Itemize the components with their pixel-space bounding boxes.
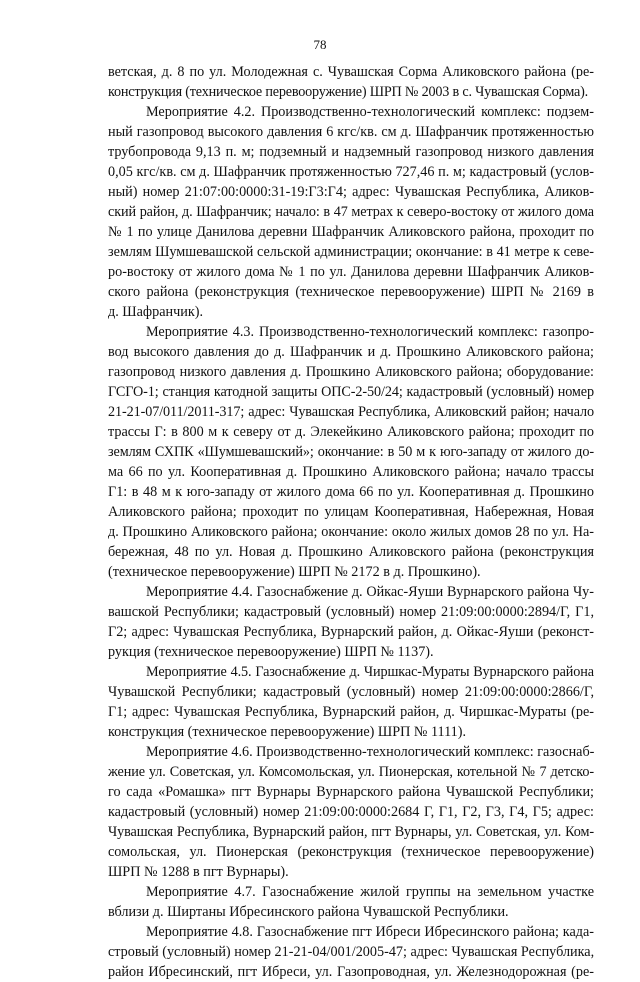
page-number: 78 bbox=[313, 37, 327, 52]
text-line: Чувашской Республики; кадастровый (условный) номер 21:09:00:0000:2866/Г, bbox=[108, 684, 594, 700]
text-line: ный) номер 21:07:00:0000:31-19:Г3:Г4; адрес: Чувашская Республика, Аликов- bbox=[108, 184, 594, 200]
text-line: д. Прошкино Аликовского района; окончание: около жилых домов 28 по ул. На- bbox=[108, 524, 594, 540]
text-line: Аликовского района; проходит по улицам Кооперативная, Набережная, Новая bbox=[108, 504, 594, 520]
document-body bbox=[108, 62, 594, 982]
text-line: ма 66 по ул. Кооперативная д. Прошкино Аликовского района; начало трассы bbox=[108, 464, 594, 480]
text-line: Чувашская Республика, Вурнарский район, пгт Вурнары, ул. Советская, ул. Ком- bbox=[108, 824, 594, 840]
text-line: землям СХПК «Шумшевашский»; окончание: в 50 м к юго-западу от жилого до- bbox=[108, 444, 594, 460]
text-line: вод высокого давления до д. Шафранчик и д. Прошкино Аликовского района; bbox=[108, 344, 594, 360]
text-line: землям Шумшевашской сельской администрации; окончание: в 41 метре к севе- bbox=[108, 244, 594, 260]
text-line: Г1; адрес: Чувашская Республика, Вурнарский район, д. Чиршкас-Мураты (ре- bbox=[108, 704, 594, 720]
text-line: Мероприятие 4.5. Газоснабжение д. Чиршкас-Мураты Вурнарского района bbox=[146, 664, 594, 680]
text-line: трубопровода 9,13 п. м; подземный и надземный газопровод низкого давления bbox=[108, 144, 594, 160]
text-line: стровый (условный) номер 21-21-04/001/2005-47; адрес: Чувашская Республика, bbox=[108, 944, 595, 960]
text-line: кадастровый (условный) номер 21:09:00:0000:2684 Г, Г1, Г2, Г3, Г4, Г5; адрес: bbox=[108, 804, 594, 820]
text-line: № 1 по улице Данилова деревни Шафранчик Аликовского района, проходит по bbox=[108, 224, 594, 240]
text-line: бережная, 48 по ул. Новая д. Прошкино Аликовского района (реконструкция bbox=[108, 544, 594, 560]
text-line: Г1: в 48 м к юго-западу от жилого дома 66 по ул. Кооперативная д. Прошкино bbox=[108, 484, 594, 500]
text-line: ского района (реконструкция (техническое перевооружение) ШРП № 2169 в bbox=[108, 284, 594, 300]
text-line: го сада «Ромашка» пгт Вурнары Вурнарского района Чувашской Республики; bbox=[108, 784, 594, 800]
text-line: жение ул. Советская, ул. Комсомольская, ул. Пионерская, котельной № 7 детско- bbox=[108, 764, 594, 780]
text-line: сомольская, ул. Пионерская (реконструкция (техническое перевооружение) bbox=[108, 844, 594, 860]
text-line: Мероприятие 4.4. Газоснабжение д. Ойкас-Яуши Вурнарского района Чу- bbox=[146, 584, 594, 600]
text-line: Мероприятие 4.7. Газоснабжение жилой группы на земельном участке bbox=[146, 884, 594, 900]
text-line: 0,05 кгс/кв. см д. Шафранчик протяженностью 727,46 п. м; кадастровый (услов- bbox=[108, 164, 594, 180]
text-line: конструкция (техническое перевооружение) ШРП № 1111). bbox=[108, 724, 467, 740]
text-line: д. Шафранчик). bbox=[108, 304, 203, 320]
text-line: район Ибресинский, пгт Ибреси, ул. Газопроводная, ул. Железнодорожная (ре- bbox=[108, 964, 594, 980]
text-line: трассы Г: в 800 м к северу от д. Элекейкино Аликовского района; проходит по bbox=[108, 424, 594, 440]
text-line: ветская, д. 8 по ул. Молодежная с. Чувашская Сорма Аликовского района (ре- bbox=[108, 64, 594, 80]
text-line: 21-21-07/011/2011-317; адрес: Чувашская Республика, Аликовский район; начало bbox=[108, 404, 594, 420]
text-line: вашской Республики; кадастровый (условный) номер 21:09:00:0000:2894/Г, Г1, bbox=[108, 604, 594, 620]
text-line: ный газопровод высокого давления 6 кгс/кв. см д. Шафранчик протяженностью bbox=[108, 124, 594, 140]
text-line: Мероприятие 4.3. Производственно-технологический комплекс: газопро- bbox=[146, 324, 594, 340]
text-line: (техническое перевооружение) ШРП № 2172 в д. Прошкино). bbox=[108, 564, 481, 580]
text-line: Мероприятие 4.8. Газоснабжение пгт Ибреси Ибресинского района; када- bbox=[146, 924, 594, 940]
text-line: Мероприятие 4.2. Производственно-технологический комплекс: подзем- bbox=[146, 104, 594, 120]
text-line: ро-востоку от жилого дома № 1 по ул. Данилова деревни Шафранчик Аликов- bbox=[108, 264, 594, 280]
text-line: конструкция (техническое перевооружение) ШРП № 2003 в с. Чувашская Сорма). bbox=[108, 84, 589, 100]
text-line: рукция (техническое перевооружение) ШРП № 1137). bbox=[108, 644, 434, 660]
text-line: Мероприятие 4.6. Производственно-технологический комплекс: газоснаб- bbox=[146, 744, 595, 760]
text-line: ский район, д. Шафранчик; начало: в 47 метрах к северо-востоку от жилого дома bbox=[108, 204, 594, 220]
text-line: ГСГО-1; станция катодной защиты ОПС-2-50/24; кадастровый (условный) номер bbox=[108, 384, 594, 400]
text-line: Г2; адрес: Чувашская Республика, Вурнарский район, д. Ойкас-Яуши (реконст- bbox=[108, 624, 594, 640]
text-line: вблизи д. Ширтаны Ибресинского района Чувашской Республики. bbox=[108, 904, 509, 920]
text-line: ШРП № 1288 в пгт Вурнары). bbox=[108, 864, 289, 880]
text-line: газопровод низкого давления д. Прошкино Аликовского района; оборудование: bbox=[108, 364, 594, 380]
